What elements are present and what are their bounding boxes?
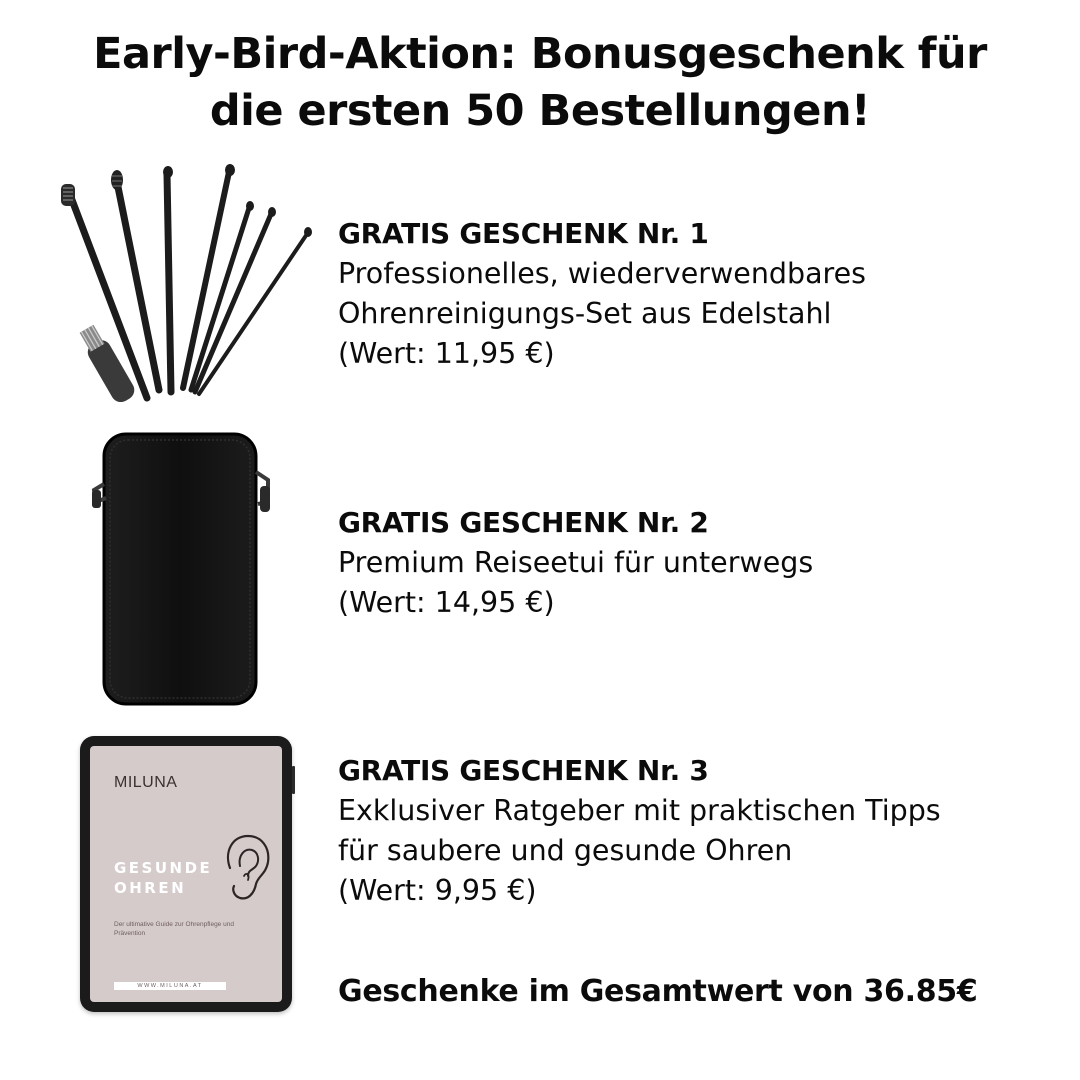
travel-case-image bbox=[84, 428, 280, 712]
tablet-screen bbox=[90, 746, 282, 1002]
tablet-title-line-1: GESUNDE bbox=[114, 859, 213, 877]
gift-1 bbox=[338, 214, 1058, 374]
gift-3 bbox=[338, 751, 1058, 911]
gift-2-desc-line-2: (Wert: 14,95 €) bbox=[338, 586, 555, 619]
gift-1-title: GRATIS GESCHENK Nr. 1 bbox=[338, 217, 709, 250]
gift-2 bbox=[338, 503, 1058, 623]
tablet-title bbox=[114, 858, 212, 898]
headline-line-1: Early-Bird-Aktion: Bonusgeschenk für bbox=[93, 29, 987, 79]
gift-1-desc-line-3: (Wert: 11,95 €) bbox=[338, 337, 555, 370]
headline bbox=[0, 26, 1080, 140]
tablet-side-button bbox=[292, 766, 295, 794]
ebook-tablet-image bbox=[80, 736, 292, 1012]
gift-2-desc-line-1: Premium Reiseetui für unterwegs bbox=[338, 546, 814, 579]
gift-2-title: GRATIS GESCHENK Nr. 2 bbox=[338, 506, 709, 539]
gift-3-title: GRATIS GESCHENK Nr. 3 bbox=[338, 754, 709, 787]
gift-3-desc-line-2: für saubere und gesunde Ohren bbox=[338, 834, 793, 867]
gift-3-desc-line-3: (Wert: 9,95 €) bbox=[338, 874, 537, 907]
gift-1-desc-line-1: Professionelles, wiederverwendbares bbox=[338, 257, 867, 290]
ear-cleaning-tools-image bbox=[55, 160, 325, 410]
total-value: Geschenke im Gesamtwert von 36.85€ bbox=[338, 974, 978, 1009]
tablet-url: WWW.MILUNA.AT bbox=[114, 982, 226, 990]
tablet-subtitle: Der ultimative Guide zur Ohrenpflege und Prävention bbox=[114, 921, 234, 937]
gift-1-desc-line-2: Ohrenreinigungs-Set aus Edelstahl bbox=[338, 297, 832, 330]
gift-3-desc-line-1: Exklusiver Ratgeber mit praktischen Tipps bbox=[338, 794, 941, 827]
tablet-title-line-2: OHREN bbox=[114, 879, 187, 897]
tablet-brand: MILUNA bbox=[114, 774, 178, 791]
ear-icon bbox=[218, 832, 272, 904]
headline-line-2: die ersten 50 Bestellungen! bbox=[209, 86, 871, 136]
